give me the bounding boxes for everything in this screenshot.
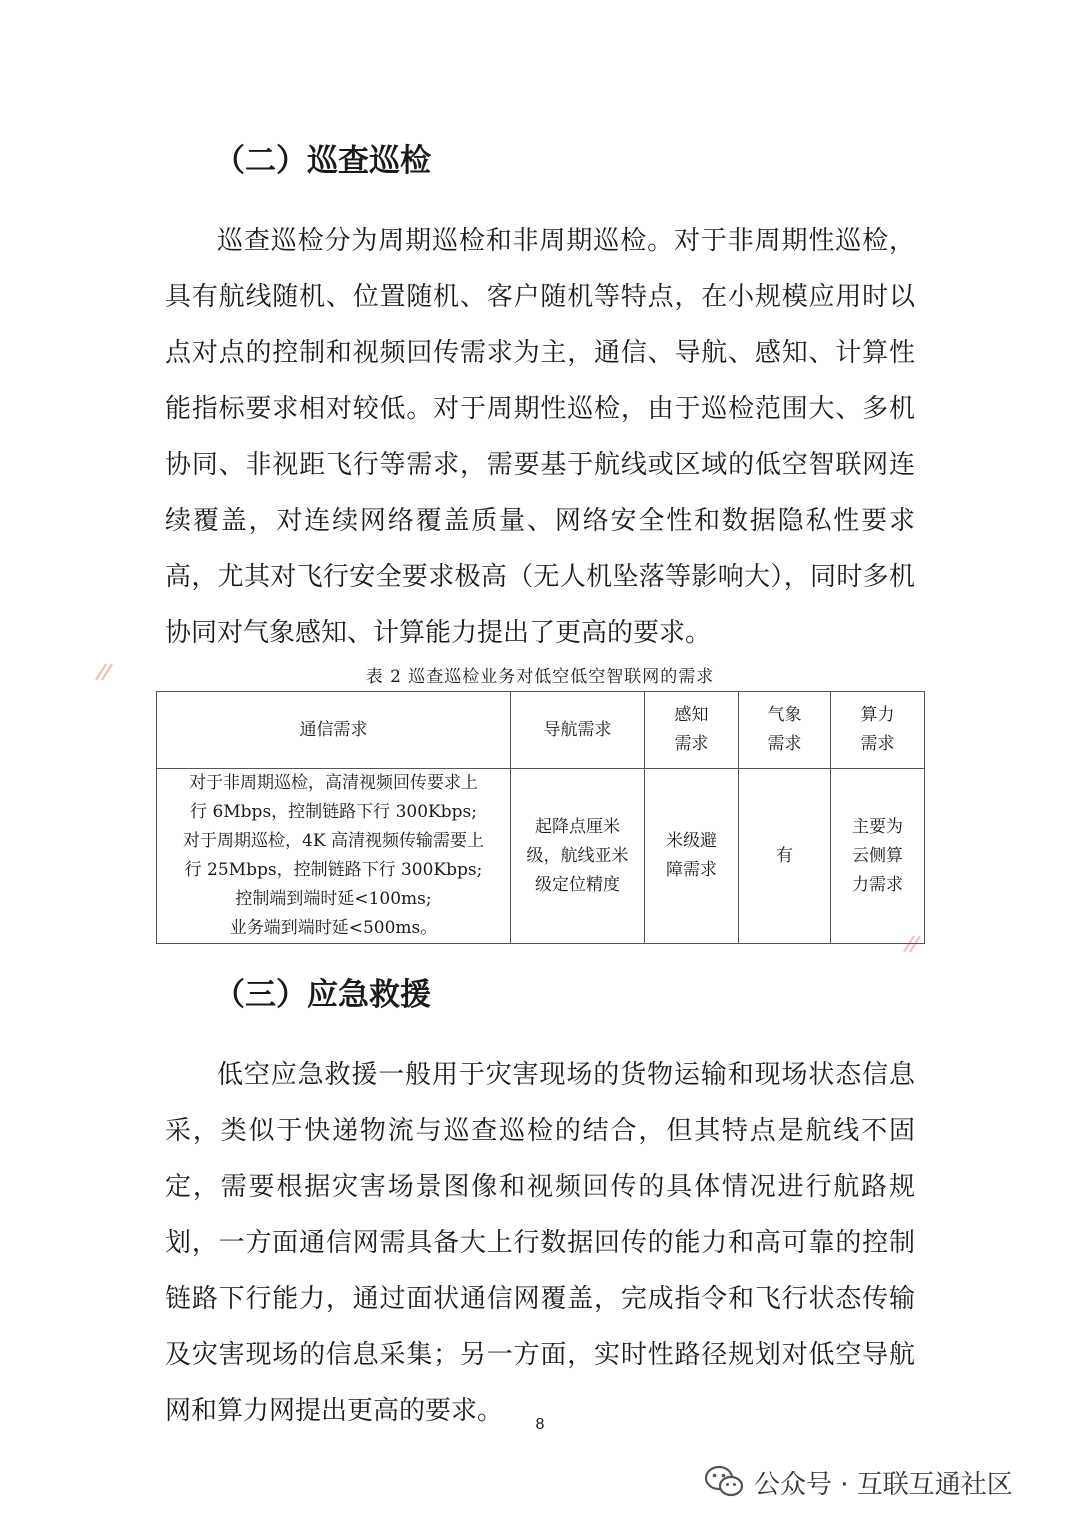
header-navigation: 导航需求 (511, 692, 645, 769)
emergency-rescue-paragraph: 低空应急救援一般用于灾害现场的货物运输和现场状态信息采，类似于快递物流与巡查巡检的结合，但其特点是航线不固定，需要根据灾害场景图像和视频回传的具体情况进行航路规划，一方面通信网需具备大上行数据回传的能力和高可靠的控制链路下行能力，通过面状通信网覆盖，完成指令和飞行状态传输及灾害现场的信息采集；另一方面，实时性路径规划对低空导航网和算力网提出更高的要求。 (165, 1060, 915, 1426)
cell-navigation: 起降点厘米 级，航线亚米 级定位精度 (511, 769, 645, 944)
cell-weather: 有 (739, 769, 831, 944)
header-communication: 通信需求 (157, 692, 511, 769)
table-caption: 表 2 巡查巡检业务对低空低空智联网的需求 (365, 667, 715, 687)
header-weather: 气象 需求 (739, 692, 831, 769)
cell-communication: 对于非周期巡检，高清视频回传要求上 行 6Mbps，控制链路下行 300Kbps; 对于周期巡检，4K 高清视频传输需要上 行 25Mbps，控制链路下行 300Kbps; 控制端到端时延<100ms; 业务端到端时延<500ms。 (157, 769, 511, 944)
table-row (157, 769, 925, 944)
patrol-inspection-paragraph: 巡查巡检分为周期巡检和非周期巡检。对于非周期性巡检，具有航线随机、位置随机、客户随机等特点，在小规模应用时以点对点的控制和视频回传需求为主，通信、导航、感知、计算性能指标要求相对较低。对于周期性巡检，由于巡检范围大、多机协同、非视距飞行等需求，需要基于航线或区域的低空智联网连续覆盖，对连续网络覆盖质量、网络安全性和数据隐私性要求高，尤其对飞行安全要求极高（无人机坠落等影响大），同时多机协同对气象感知、计算能力提出了更高的要求。 (165, 226, 915, 648)
section-heading-patrol-inspection: （二）巡查巡检 (214, 143, 431, 179)
table-header-row (157, 692, 925, 769)
cell-perception: 米级避 障需求 (645, 769, 739, 944)
header-perception: 感知 需求 (645, 692, 739, 769)
page-number: 8 (535, 1416, 545, 1433)
requirements-table (156, 691, 925, 944)
decorative-slash-icon (92, 660, 116, 684)
header-compute: 算力 需求 (831, 692, 925, 769)
watermark (704, 1460, 1013, 1504)
section-heading-emergency-rescue: （三）应急救援 (214, 977, 431, 1013)
watermark-text: 公众号 · 互联互通社区 (754, 1469, 1013, 1500)
wechat-icon (704, 1465, 744, 1499)
cell-compute: 主要为 云侧算 力需求 (831, 769, 925, 944)
